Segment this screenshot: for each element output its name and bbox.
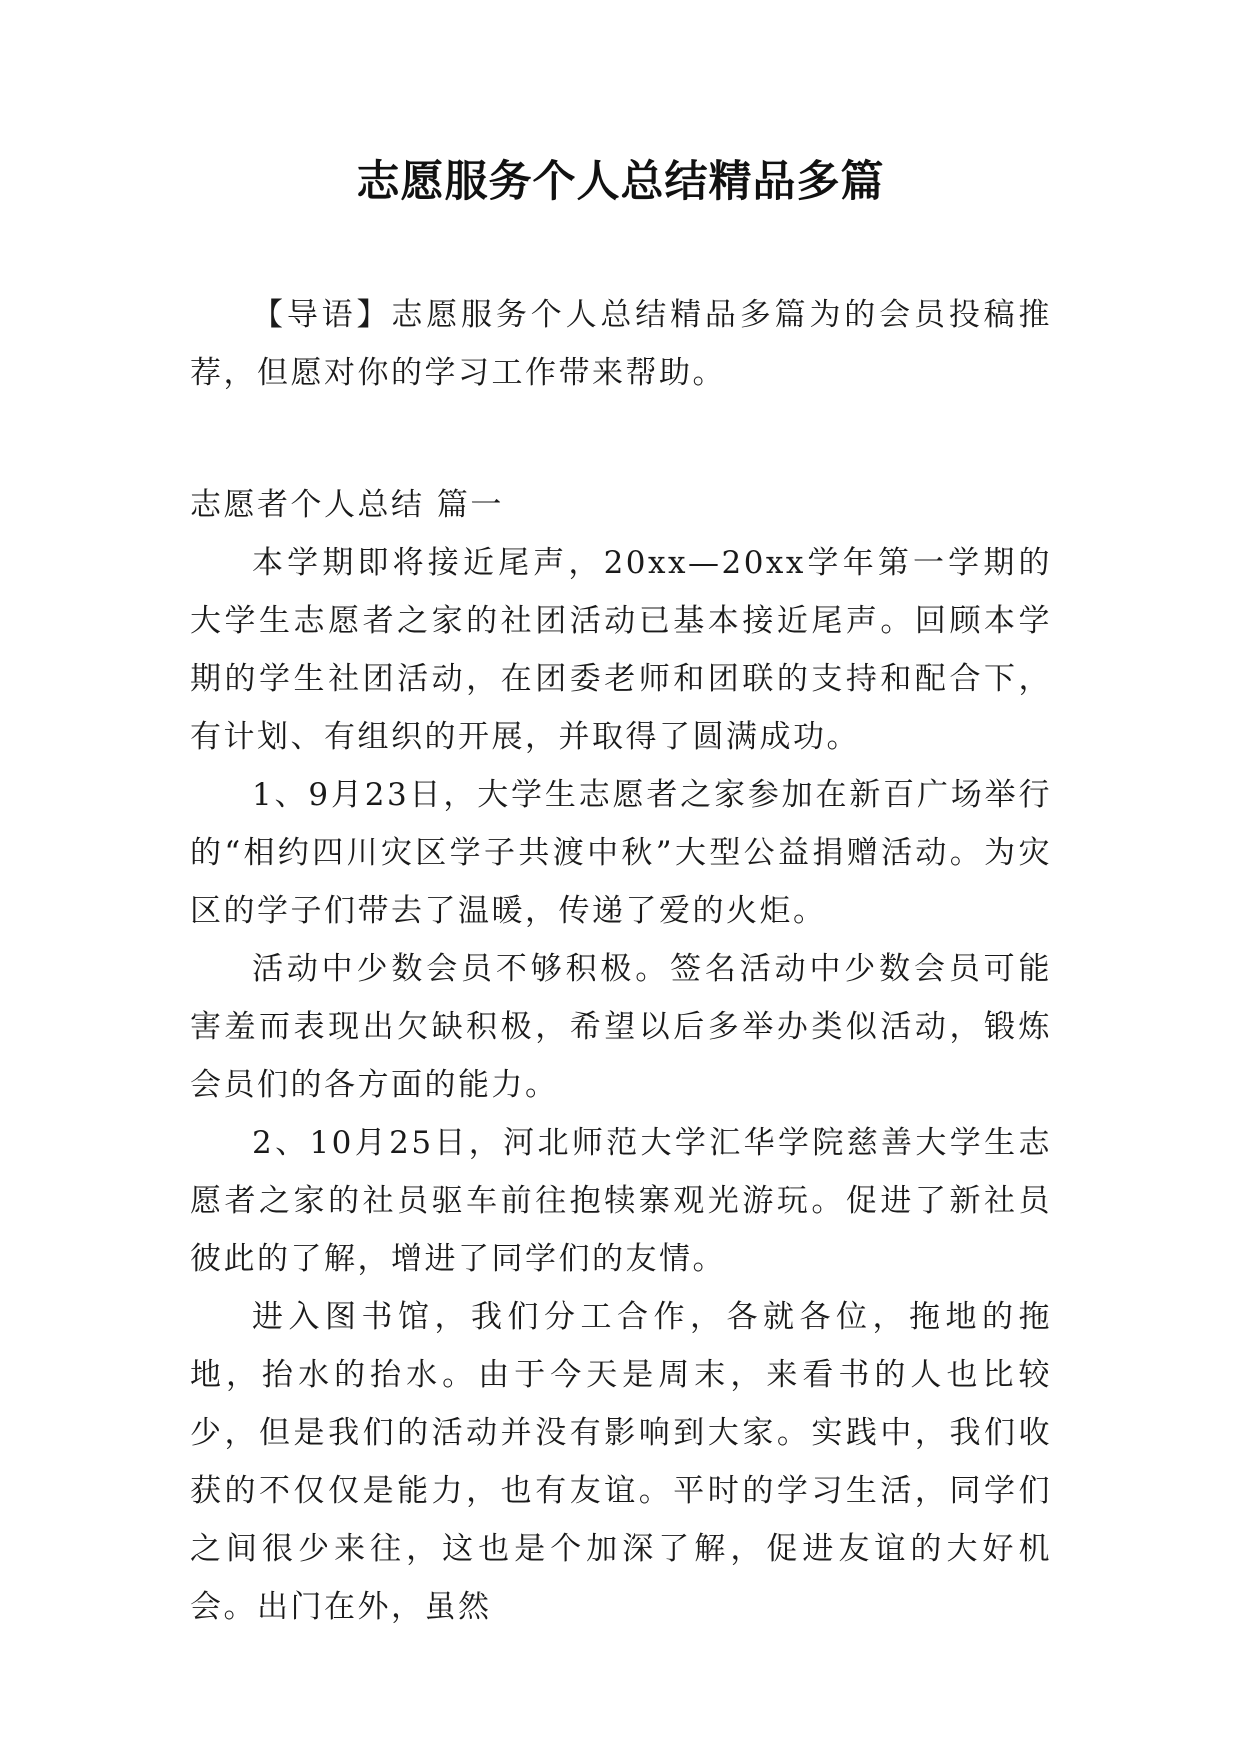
- body-paragraph-1: 本学期即将接近尾声，20xx—20xx学年第一学期的大学生志愿者之家的社团活动已基本接近尾声。回顾本学期的学生社团活动，在团委老师和团联的支持和配合下，有计划、有组织的开展，并取得了圆满成功。: [190, 545, 1052, 755]
- body-paragraph-5: 进入图书馆，我们分工合作，各就各位，拖地的拖地，抬水的抬水。由于今天是周末，来看书的人也比较少，但是我们的活动并没有影响到大家。实践中，我们收获的不仅仅是能力，也有友谊。平时的学习生活，同学们之间很少来往，这也是个加深了解，促进友谊的大好机会。出门在外，虽然: [190, 1299, 1052, 1625]
- body-paragraph-2: 1、9月23日，大学生志愿者之家参加在新百广场举行的“相约四川灾区学子共渡中秋”大型公益捐赠活动。为灾区的学子们带去了温暖，传递了爱的火炬。: [190, 777, 1052, 929]
- intro-paragraph: 【导语】志愿服务个人总结精品多篇为的会员投稿推荐，但愿对你的学习工作带来帮助。: [190, 297, 1052, 391]
- document-body: [190, 286, 1052, 1636]
- body-paragraph-4: 2、10月25日，河北师范大学汇华学院慈善大学生志愿者之家的社员驱车前往抱犊寨观光游玩。促进了新社员彼此的了解，增进了同学们的友情。: [190, 1125, 1052, 1277]
- section-heading: 志愿者个人总结 篇一: [190, 487, 504, 523]
- body-paragraph-3: 活动中少数会员不够积极。签名活动中少数会员可能害羞而表现出欠缺积极，希望以后多举办类似活动，锻炼会员们的各方面的能力。: [190, 951, 1052, 1103]
- document-title: 志愿服务个人总结精品多篇: [356, 157, 885, 207]
